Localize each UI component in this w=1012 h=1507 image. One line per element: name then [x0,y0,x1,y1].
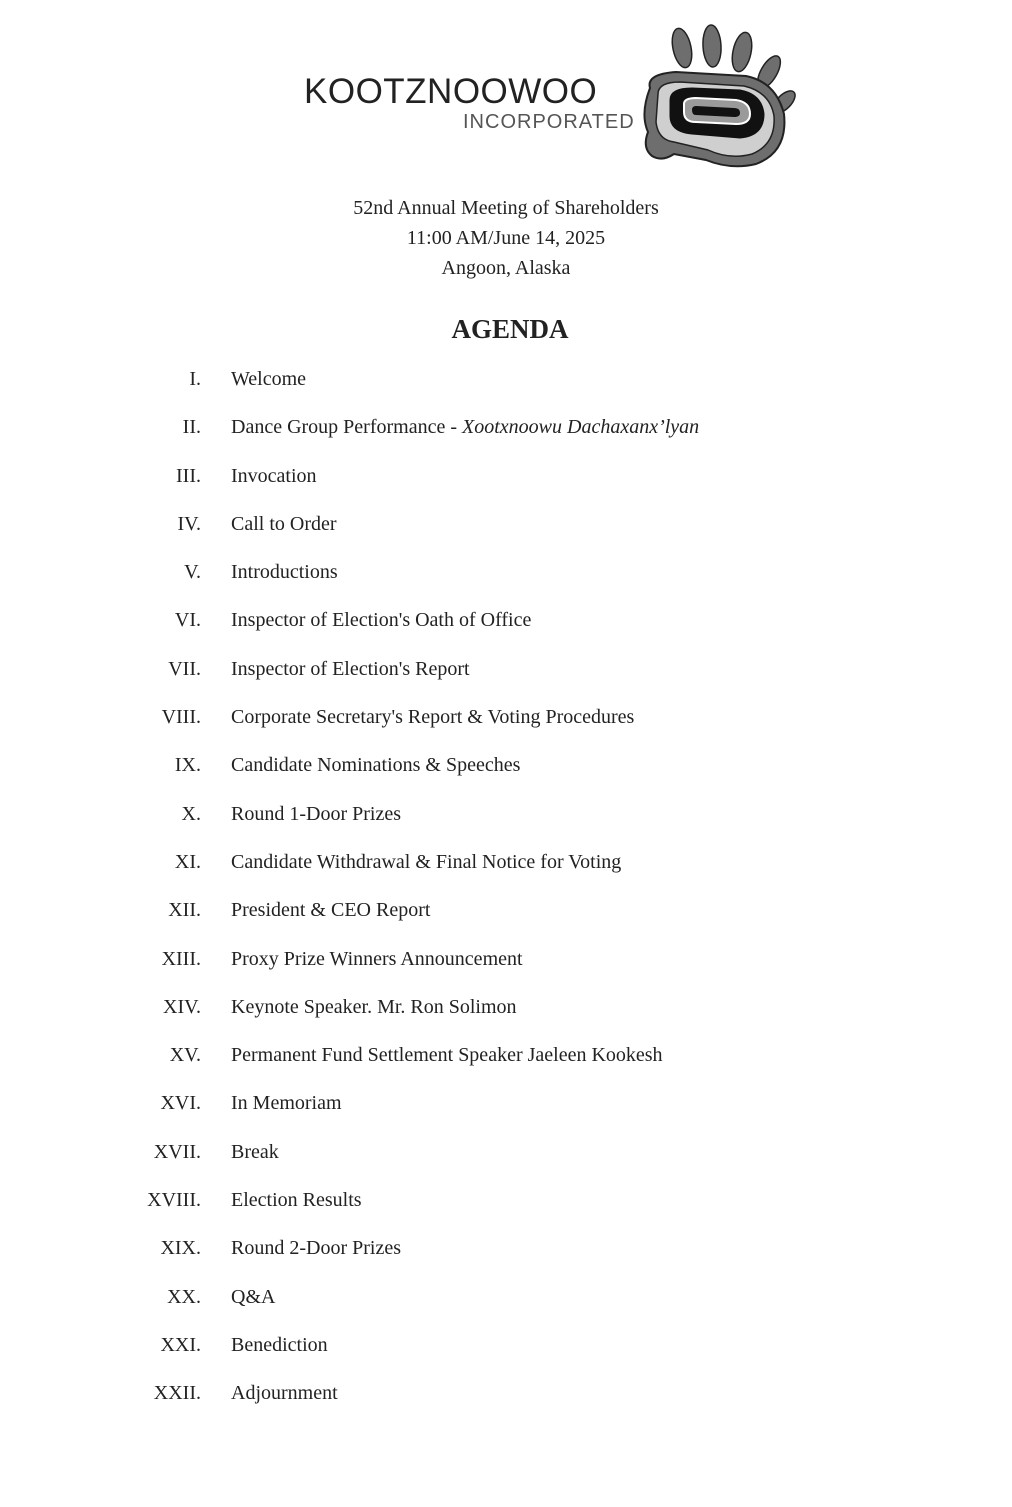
agenda-item [0,1331,1012,1379]
agenda-item-number: XVII. [153,1140,201,1163]
agenda-item-text: Q&A [231,1285,276,1308]
agenda-item-text: Dance Group Performance - [231,416,463,439]
agenda-item-number: XXII. [153,1382,201,1405]
agenda-item-number: XIX. [160,1237,201,1260]
agenda-item-text: Election Results [231,1189,362,1212]
agenda-item-text: Inspector of Election's Oath of Office [231,609,532,632]
agenda-item-text: Introductions [231,561,338,584]
agenda-item [0,462,1012,510]
agenda-item [0,1283,1012,1331]
agenda-item [0,1089,1012,1137]
meeting-name: 52nd Annual Meeting of Shareholders [353,197,659,219]
agenda-item-number: IV. [177,512,201,535]
agenda-item-text: Round 1-Door Prizes [231,802,401,825]
agenda-item-number: VIII. [161,706,201,729]
agenda-item-text: President & CEO Report [231,899,431,922]
meeting-location: Angoon, Alaska [441,257,571,279]
agenda-item-text: Corporate Secretary's Report & Voting Procedures [231,706,635,729]
agenda-item-text: Inspector of Election's Report [231,657,470,680]
agenda-item-number: XXI. [160,1333,201,1356]
agenda-item-text: Call to Order [231,512,337,535]
agenda-item [0,606,1012,654]
agenda-item-number: VII. [168,657,201,680]
agenda-item-number: V. [184,561,201,584]
agenda-list [0,365,1012,1428]
agenda-item [0,800,1012,848]
logo-name: KOOTZNOOWOO [304,72,598,111]
agenda-item-text: Candidate Nominations & Speeches [231,754,521,777]
agenda-item [0,993,1012,1041]
agenda-item [0,1234,1012,1282]
page-title: AGENDA [451,314,569,344]
agenda-item-text: Invocation [231,464,317,487]
agenda-item-number: XIV. [163,995,201,1018]
agenda-item [0,751,1012,799]
agenda-item-number: XIII. [161,947,201,970]
meeting-datetime: 11:00 AM/June 14, 2025 [406,227,606,249]
agenda-item-number: X. [181,802,201,825]
meeting-header [0,193,1012,283]
agenda-item [0,1379,1012,1427]
agenda-item-number: VI. [174,609,201,632]
bear-paw-icon [636,22,800,172]
agenda-item-number: XX. [167,1285,201,1308]
agenda-item [0,510,1012,558]
agenda-item-text: Adjournment [231,1382,338,1405]
agenda-item-text-wrap [231,413,699,441]
agenda-item [0,896,1012,944]
agenda-item [0,945,1012,993]
agenda-item-number: XII. [168,899,201,922]
logo-subtitle: INCORPORATED [463,111,635,133]
agenda-item [0,1138,1012,1186]
agenda-item-text: Candidate Withdrawal & Final Notice for Voting [231,850,622,873]
agenda-item-text: Benediction [231,1333,328,1356]
agenda-item [0,1186,1012,1234]
agenda-item [0,703,1012,751]
agenda-item-text: Permanent Fund Settlement Speaker Jaeleen Kookesh [231,1044,663,1067]
agenda-item [0,848,1012,896]
agenda-item-number: III. [176,464,201,487]
agenda-item-text: In Memoriam [231,1092,342,1115]
agenda-item-number: IX. [174,754,201,777]
agenda-item [0,655,1012,703]
agenda-item-number: II. [182,416,201,439]
agenda-item-number: XI. [174,850,201,873]
agenda-item-italic-text: Xootxnoowu Dachaxanx’lyan [462,416,700,439]
agenda-item-number: I. [189,368,201,390]
agenda-item-text: Proxy Prize Winners Announcement [231,947,523,970]
agenda-item-text: Break [231,1140,279,1163]
agenda-item [0,365,1012,413]
agenda-item [0,558,1012,606]
agenda-item [0,413,1012,461]
agenda-item-number: XVIII. [147,1189,201,1212]
company-logo [300,22,800,172]
agenda-item-text: Welcome [231,368,307,390]
agenda-item-number: XVI. [160,1092,201,1115]
agenda-item-text: Round 2-Door Prizes [231,1237,401,1260]
agenda-item [0,1041,1012,1089]
agenda-item-number: XV. [169,1044,201,1067]
agenda-item-text: Keynote Speaker. Mr. Ron Solimon [231,995,517,1018]
